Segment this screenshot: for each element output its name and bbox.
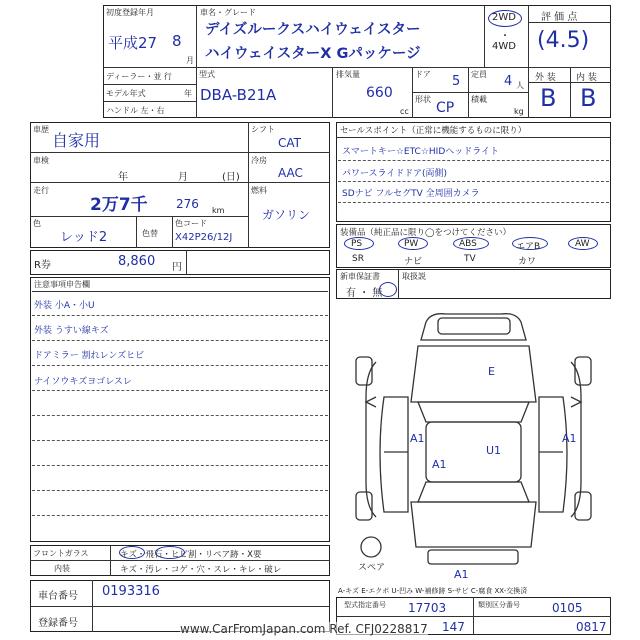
note-line-1: 外装 小A・小U (34, 301, 95, 311)
recycle-label: R券 (34, 260, 51, 271)
door-label: ドア (415, 70, 431, 79)
equip-tv: TV (464, 254, 476, 264)
handle-label: ハンドル 左・右 (106, 106, 165, 115)
front-glass-circle-tobiishi (155, 546, 185, 559)
damage-mark-right-front: A1 (562, 432, 577, 445)
equip-leather: カワ (518, 257, 537, 267)
int-label: 内 装 (576, 73, 597, 83)
inspection-day-unit: (日) (222, 172, 240, 183)
warranty-value: 有 ・ 無 (346, 288, 383, 299)
drive-2wd: 2WD (492, 12, 516, 23)
score-label: 評 価 点 (541, 12, 578, 23)
equip-pw: PW (404, 239, 419, 249)
reg-era: 平成27 (108, 34, 158, 52)
katashiki-label: 型式 (199, 70, 215, 79)
load-label: 積載 (471, 95, 487, 104)
int-grade: B (580, 84, 597, 112)
equip-navi: ナビ (404, 257, 423, 267)
dealer-label: ディーラー・並 行 (106, 72, 172, 81)
equip-sr: SR (352, 254, 364, 264)
damage-mark-rear: A1 (454, 568, 469, 581)
capacity: 4 (504, 74, 513, 89)
model-year-label: モデル年式 (106, 89, 146, 98)
kg-unit: kg (514, 107, 524, 116)
damage-mark-roof: U1 (486, 444, 502, 457)
reg-month: 8 (172, 32, 182, 50)
color-label: 色 (33, 219, 41, 228)
sales-title: セールスポイント（正常に機能するものに限り） (340, 126, 527, 136)
interior-label: 内装 (54, 564, 70, 573)
damage-mark-left-front: A1 (410, 432, 425, 445)
mileage-label: 走行 (33, 186, 49, 195)
usage-value: 自家用 (52, 131, 101, 150)
persons-unit: 人 (516, 81, 524, 90)
sales-line-3: SDナビ フルセグTV 全周囲カメラ (342, 189, 480, 199)
bottom-left-number: 147 (442, 620, 465, 634)
equip-aw: AW (575, 239, 590, 249)
ext-grade: B (540, 84, 557, 112)
recycle-value: 8,860 (118, 254, 156, 269)
displacement-label: 排気量 (336, 70, 360, 79)
front-glass-circle-kizu (119, 546, 145, 559)
bottom-right-number: 0817 (576, 620, 607, 634)
equipment-title: 装備品（純正品に限り◯をつけてください） (340, 228, 512, 238)
doors: 5 (452, 74, 461, 89)
front-glass-value: キズ・飛石・ヒビ割・リペア跡・X要 (120, 550, 262, 560)
notes-title: 注意事項申告欄 (34, 280, 90, 289)
interior-value: キズ・汚レ・コゲ・穴・スレ・キレ・破レ (120, 565, 282, 575)
ac-label: 冷房 (251, 156, 267, 165)
chassis-label: 車台番号 (38, 591, 78, 602)
usage-label: 車歴 (33, 125, 49, 134)
fuel-label: 燃料 (251, 186, 267, 195)
warranty-label: 新車保証書 (340, 272, 380, 281)
chassis-number: 0193316 (102, 584, 160, 599)
shift-value: CAT (278, 136, 301, 150)
category-number: 0105 (552, 601, 583, 615)
reg-date-label: 初度登録年月 (106, 8, 154, 17)
capacity-label: 定員 (471, 70, 487, 79)
shape: CP (436, 100, 455, 116)
type-approval-label: 型式指定番号 (344, 601, 386, 609)
manual-label: 取扱説 (402, 272, 426, 281)
sales-line-1: スマートキー☆ETC☆HIDヘッドライト (342, 147, 499, 157)
displacement: 660 (366, 85, 393, 101)
model-year-unit: 年 (184, 89, 192, 98)
car-name-label: 車名・グレード (200, 8, 256, 17)
yen-unit: 円 (172, 262, 182, 273)
cc-unit: cc (400, 107, 409, 116)
inspection-year-unit: 年 (118, 172, 128, 183)
colorcode-label: 色コード (175, 219, 207, 228)
inspection-month-unit: 月 (178, 172, 188, 183)
fuel-value: ガソリン (262, 208, 311, 222)
equip-ps: PS (351, 239, 363, 249)
ext-label: 外 装 (535, 73, 556, 83)
shape-label: 形状 (415, 95, 431, 104)
equip-abs: ABS (459, 239, 477, 249)
mileage-sub: 276 (176, 197, 199, 211)
inspection-label: 車検 (33, 156, 49, 165)
sales-line-2: パワースライドドア(両側) (342, 169, 448, 179)
front-glass-label: フロントガラス (33, 549, 89, 558)
equip-airbag: エアB (516, 242, 541, 252)
car-grade: ハイウェイスターX Gパッケージ (205, 46, 421, 62)
note-line-4: ナイソウキズヨゴレスレ (34, 377, 132, 387)
shift-label: シフト (251, 125, 275, 134)
registration-label: 登録番号 (38, 618, 78, 629)
color-value: レッド2 (60, 230, 108, 245)
mileage-main: 2万7千 (90, 195, 148, 215)
damage-mark-hood: E (488, 365, 495, 378)
color-code: X42P26/12J (175, 232, 233, 243)
ac-value: AAC (278, 166, 303, 180)
car-name: デイズルークスハイウェイスター (205, 22, 421, 38)
note-line-2: 外装 うすい線キズ (34, 326, 109, 336)
colorchange-label: 色替 (142, 229, 158, 238)
note-line-3: ドアミラー 割れレンズヒビ (34, 351, 145, 361)
score-value: (4.5) (537, 28, 590, 53)
spare-label: スペア (358, 563, 386, 573)
warranty-circle (379, 282, 397, 297)
damage-mark-left-rear: A1 (432, 458, 447, 471)
category-label: 類別区分番号 (478, 601, 520, 609)
watermark: www.CarFromJapan.com Ref. CFJ0228817 (180, 622, 428, 636)
drive-dot: ・ (500, 31, 510, 42)
type-approval-number: 17703 (408, 601, 447, 615)
car-damage-diagram (336, 302, 611, 582)
damage-legend: A-キズ E-エクボ U-凹み W-補修跡 S-サビ C-腐食 XX-交換済 (338, 587, 528, 595)
km-unit: km (212, 206, 225, 215)
drive-4wd: 4WD (492, 41, 516, 52)
model-code: DBA-B21A (200, 86, 277, 104)
notes-frame (30, 277, 330, 542)
reg-month-unit: 月 (186, 56, 194, 65)
